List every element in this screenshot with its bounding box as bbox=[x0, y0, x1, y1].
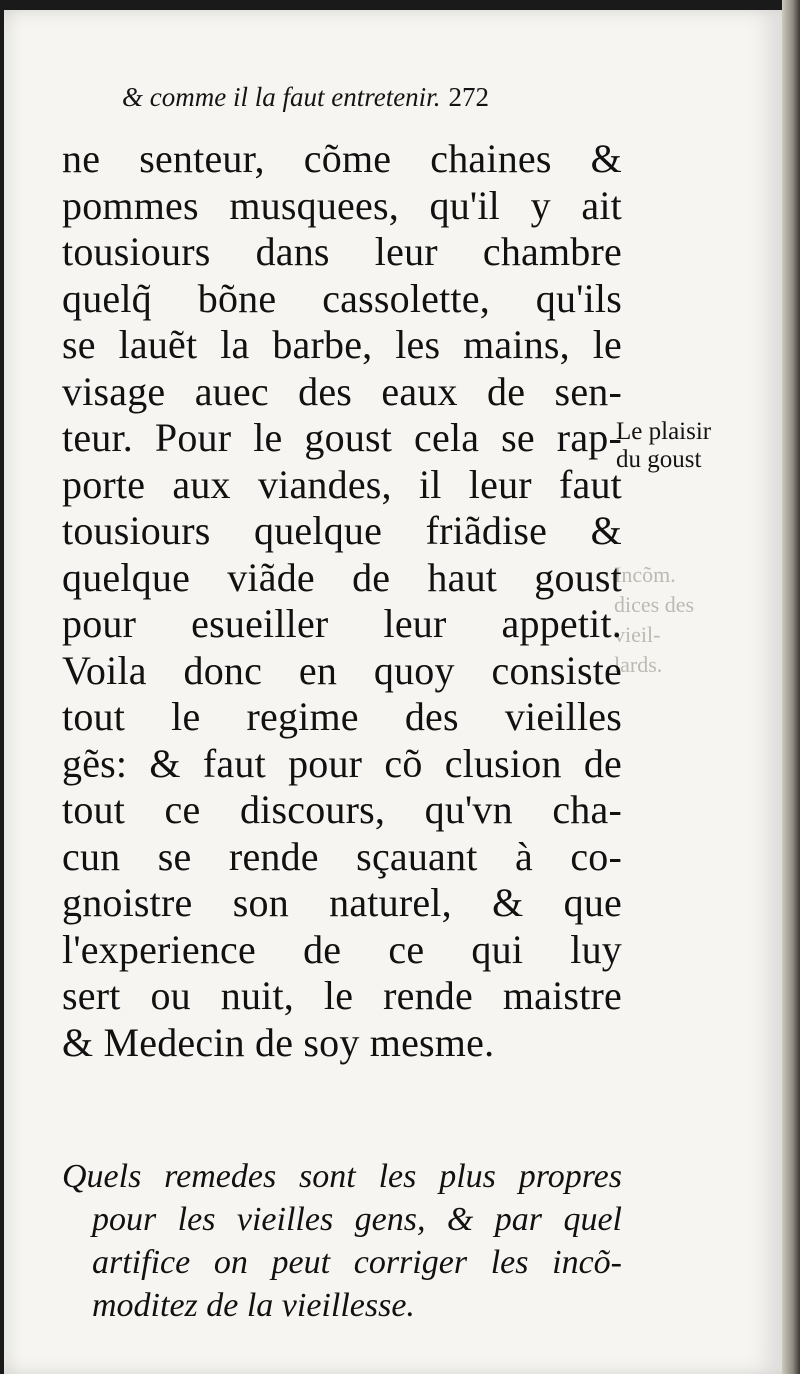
text-line: se lauẽt la barbe, les mains, le bbox=[62, 322, 622, 367]
text-line: visage auec des eaux de sen- bbox=[62, 368, 622, 414]
running-head bbox=[122, 82, 489, 113]
text-line: tout le regime des vieilles bbox=[62, 694, 622, 739]
section-heading bbox=[62, 1155, 622, 1327]
text-line: sert ou nuit, le rende maistre bbox=[62, 973, 622, 1018]
heading-line: Quels remedes sont les plus propres bbox=[62, 1158, 622, 1195]
text-line: tousiours dans leur chambre bbox=[62, 229, 622, 274]
text-line: pour esueiller leur appetit. bbox=[62, 601, 622, 646]
margin-note-line: du goust bbox=[616, 446, 702, 473]
text-line: & Medecin de soy mesme. bbox=[62, 1019, 495, 1065]
heading-line: artifice on peut corriger les incõ- bbox=[92, 1244, 622, 1281]
text-line: pommes musquees, qu'il y ait bbox=[62, 182, 622, 228]
body-text bbox=[62, 136, 622, 1066]
text-line: tousiours quelque friãdise & bbox=[62, 508, 622, 553]
text-line: gnoistre son naturel, & que bbox=[62, 880, 622, 925]
running-head-title: & comme il la faut entretenir. bbox=[122, 82, 441, 112]
heading-line: moditez de la vieillesse. bbox=[92, 1287, 415, 1324]
text-line: tout ce discours, qu'vn cha- bbox=[62, 787, 622, 832]
text-line: quelque viãde de haut goust bbox=[62, 554, 622, 600]
text-line: Voila donc en quoy consiste bbox=[62, 647, 622, 693]
margin-note bbox=[616, 418, 711, 474]
text-line: l'experience de ce qui luy bbox=[62, 926, 622, 972]
show-through-text: Incõm. dices des vieil- lards. bbox=[614, 562, 695, 677]
text-line: quelq̃ bõne cassolette, qu'ils bbox=[62, 275, 622, 321]
book-page bbox=[4, 10, 786, 1374]
text-line: teur. Pour le goust cela se rap- bbox=[62, 415, 622, 460]
heading-line: pour les vieilles gens, & par quel bbox=[92, 1201, 622, 1238]
page-edge-shadow bbox=[782, 0, 800, 1374]
margin-note-line: Le plaisir bbox=[616, 418, 712, 445]
page-number: 272 bbox=[448, 82, 489, 112]
text-line: gẽs: & faut pour cõ clusion de bbox=[62, 740, 622, 786]
text-line: cun se rende sçauant à co- bbox=[62, 833, 622, 879]
text-line: ne senteur, cõme chaines & bbox=[62, 136, 622, 181]
text-line: porte aux viandes, il leur faut bbox=[62, 461, 622, 507]
